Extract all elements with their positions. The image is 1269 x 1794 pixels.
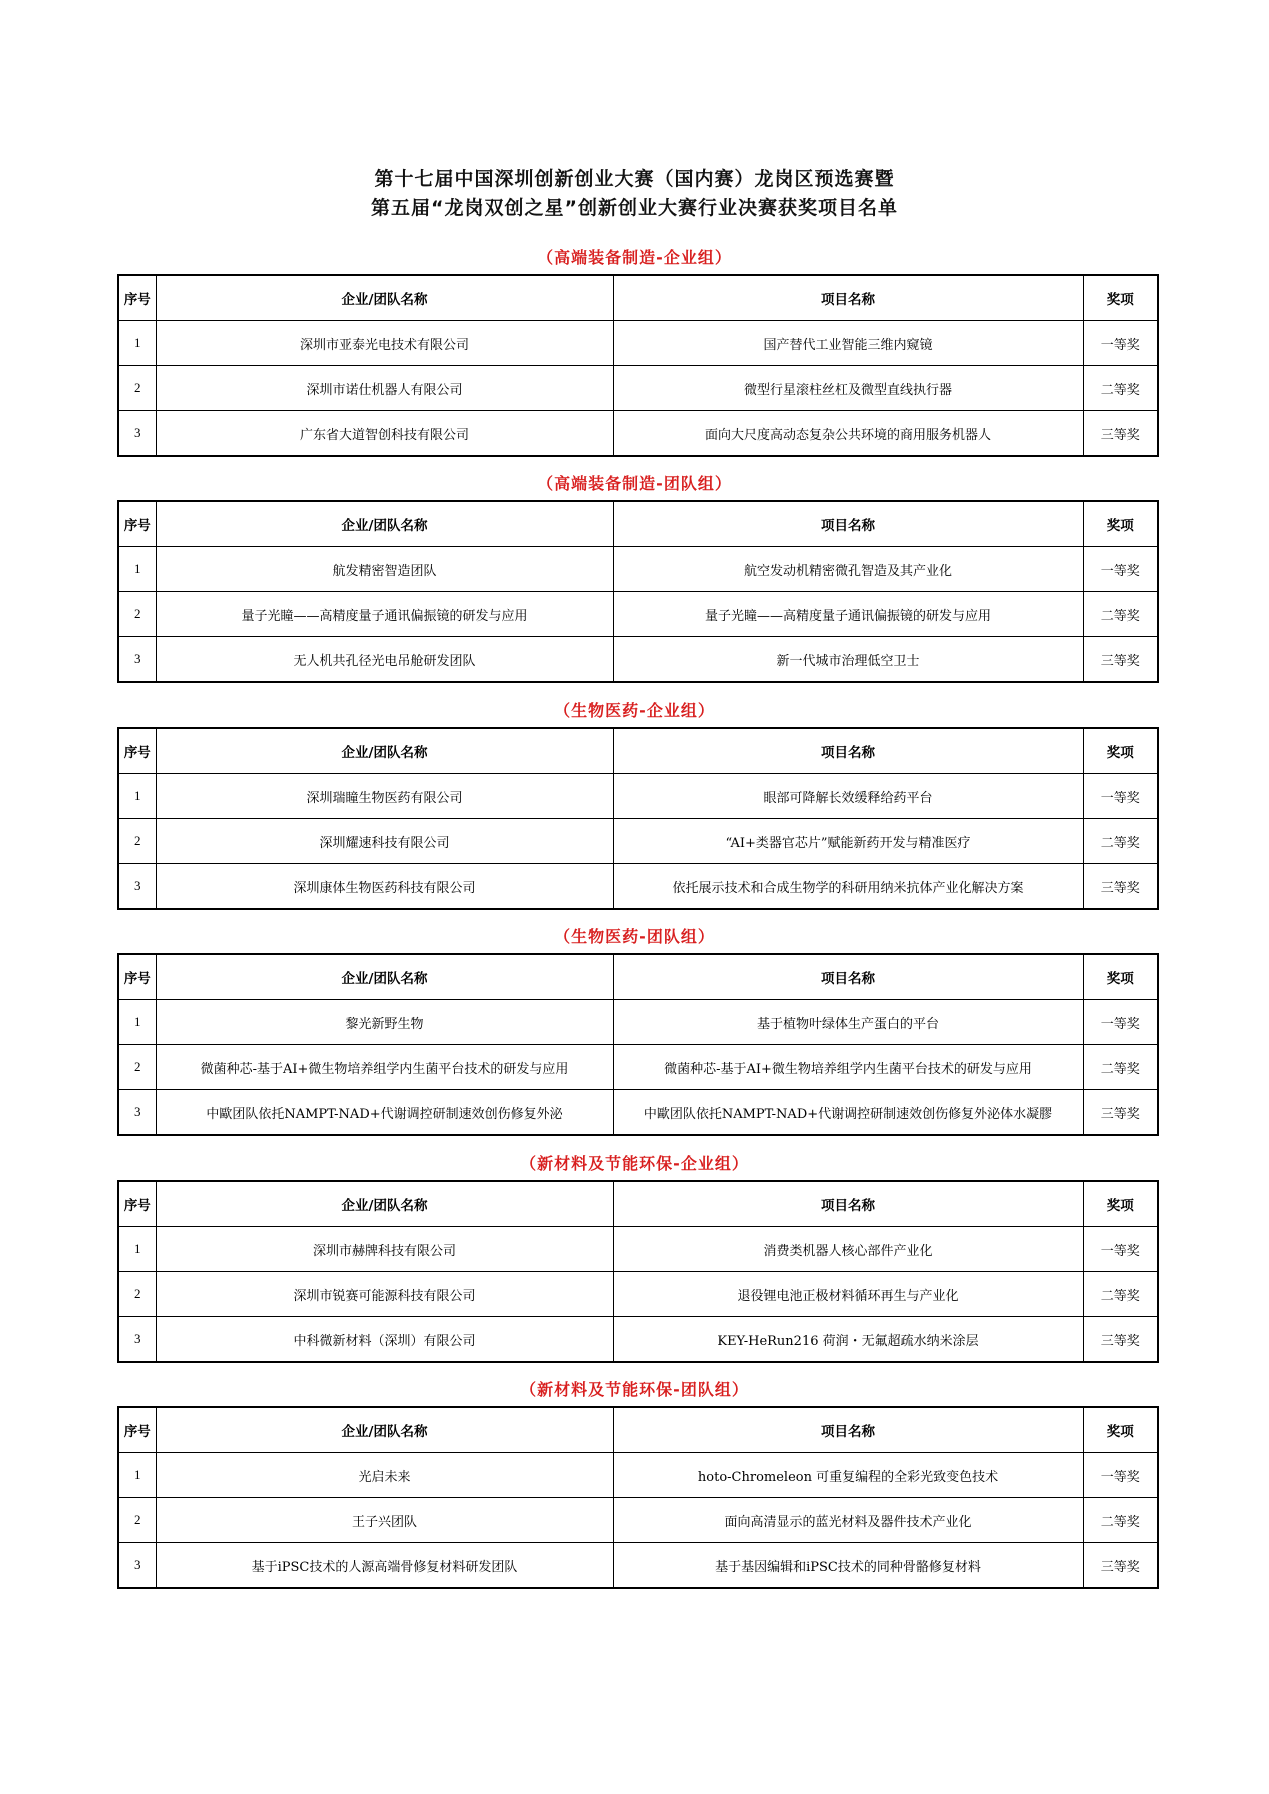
cell-award: 一等奖 <box>1083 1227 1158 1272</box>
cell-seq: 1 <box>118 321 156 366</box>
cell-org: 光启未来 <box>156 1453 613 1498</box>
cell-seq: 1 <box>118 1000 156 1045</box>
table-row <box>118 1045 1158 1090</box>
cell-seq: 3 <box>118 1090 156 1136</box>
header-org: 企业/团队名称 <box>156 1181 613 1227</box>
cell-project: “AI+类器官芯片”赋能新药开发与精准医疗 <box>613 819 1083 864</box>
document-title-line2: 第五届“龙岗双创之星”创新创业大赛行业决赛获奖项目名单 <box>371 197 898 219</box>
cell-seq: 1 <box>118 547 156 592</box>
cell-award: 三等奖 <box>1083 637 1158 683</box>
header-project: 项目名称 <box>613 275 1083 321</box>
cell-org: 微菌种芯-基于AI+微生物培养组学内生菌平台技术的研发与应用 <box>156 1045 613 1090</box>
header-seq: 序号 <box>118 501 156 547</box>
section-title: （生物医药-团队组） <box>554 927 715 946</box>
section-title: （生物医药-企业组） <box>554 701 715 720</box>
cell-org: 深圳康体生物医药科技有限公司 <box>156 864 613 910</box>
cell-seq: 1 <box>118 1227 156 1272</box>
cell-org: 广东省大道智创科技有限公司 <box>156 411 613 457</box>
document-title-line1: 第十七届中国深圳创新创业大赛（国内赛）龙岗区预选赛暨 <box>374 168 895 190</box>
table-header-row <box>118 728 1158 774</box>
table-row <box>118 592 1158 637</box>
cell-award: 一等奖 <box>1083 321 1158 366</box>
header-org: 企业/团队名称 <box>156 954 613 1000</box>
section-title: （新材料及节能环保-企业组） <box>520 1154 749 1173</box>
table-row <box>118 1000 1158 1045</box>
header-project: 项目名称 <box>613 501 1083 547</box>
award-table <box>117 1180 1159 1363</box>
table-header-row <box>118 275 1158 321</box>
table-row <box>118 547 1158 592</box>
cell-org: 深圳市诺仕机器人有限公司 <box>156 366 613 411</box>
cell-org: 无人机共孔径光电吊舱研发团队 <box>156 637 613 683</box>
cell-seq: 3 <box>118 411 156 457</box>
header-seq: 序号 <box>118 1407 156 1453</box>
cell-project: 退役锂电池正极材料循环再生与产业化 <box>613 1272 1083 1317</box>
section-title: （新材料及节能环保-团队组） <box>520 1380 749 1399</box>
cell-award: 一等奖 <box>1083 1453 1158 1498</box>
cell-project: hoto-Chromeleon 可重复编程的全彩光致变色技术 <box>613 1453 1083 1498</box>
cell-org: 中歐团队依托NAMPT-NAD+代谢调控研制速效创伤修复外泌 <box>156 1090 613 1136</box>
cell-seq: 3 <box>118 637 156 683</box>
cell-seq: 2 <box>118 592 156 637</box>
header-project: 项目名称 <box>613 728 1083 774</box>
cell-seq: 3 <box>118 1317 156 1363</box>
cell-project: 消费类机器人核心部件产业化 <box>613 1227 1083 1272</box>
cell-project: 基于植物叶绿体生产蛋白的平台 <box>613 1000 1083 1045</box>
cell-seq: 2 <box>118 1045 156 1090</box>
table-header-row <box>118 1181 1158 1227</box>
cell-award: 二等奖 <box>1083 1498 1158 1543</box>
cell-project: KEY-HeRun216 荷润・无氟超疏水纳米涂层 <box>613 1317 1083 1363</box>
cell-award: 三等奖 <box>1083 1317 1158 1363</box>
table-row <box>118 864 1158 910</box>
section-title: （高端装备制造-团队组） <box>537 474 732 493</box>
header-seq: 序号 <box>118 728 156 774</box>
cell-project: 国产替代工业智能三维内窥镜 <box>613 321 1083 366</box>
table-row <box>118 1498 1158 1543</box>
award-table <box>117 953 1159 1136</box>
cell-award: 二等奖 <box>1083 1272 1158 1317</box>
header-award: 奖项 <box>1083 1181 1158 1227</box>
cell-award: 二等奖 <box>1083 1045 1158 1090</box>
header-org: 企业/团队名称 <box>156 1407 613 1453</box>
header-project: 项目名称 <box>613 954 1083 1000</box>
cell-seq: 2 <box>118 1272 156 1317</box>
cell-project: 依托展示技术和合成生物学的科研用纳米抗体产业化解决方案 <box>613 864 1083 910</box>
cell-project: 微型行星滚柱丝杠及微型直线执行器 <box>613 366 1083 411</box>
cell-award: 一等奖 <box>1083 774 1158 819</box>
section-title: （高端装备制造-企业组） <box>537 248 732 267</box>
table-header-row <box>118 501 1158 547</box>
award-table <box>117 500 1159 683</box>
cell-seq: 3 <box>118 1543 156 1589</box>
cell-award: 三等奖 <box>1083 864 1158 910</box>
cell-project: 量子光瞳——高精度量子通讯偏振镜的研发与应用 <box>613 592 1083 637</box>
cell-project: 微菌种芯-基于AI+微生物培养组学内生菌平台技术的研发与应用 <box>613 1045 1083 1090</box>
cell-seq: 1 <box>118 774 156 819</box>
cell-org: 航发精密智造团队 <box>156 547 613 592</box>
cell-org: 深圳市亚泰光电技术有限公司 <box>156 321 613 366</box>
table-row <box>118 1227 1158 1272</box>
table-header-row <box>118 954 1158 1000</box>
cell-award: 二等奖 <box>1083 819 1158 864</box>
cell-award: 二等奖 <box>1083 366 1158 411</box>
award-table <box>117 274 1159 457</box>
cell-project: 新一代城市治理低空卫士 <box>613 637 1083 683</box>
header-award: 奖项 <box>1083 1407 1158 1453</box>
header-seq: 序号 <box>118 1181 156 1227</box>
cell-org: 王子兴团队 <box>156 1498 613 1543</box>
table-row <box>118 819 1158 864</box>
cell-project: 中歐团队依托NAMPT-NAD+代谢调控研制速效创伤修复外泌体水凝膠 <box>613 1090 1083 1136</box>
table-row <box>118 637 1158 683</box>
header-org: 企业/团队名称 <box>156 275 613 321</box>
header-award: 奖项 <box>1083 954 1158 1000</box>
table-row <box>118 1272 1158 1317</box>
table-header-row <box>118 1407 1158 1453</box>
cell-seq: 2 <box>118 366 156 411</box>
cell-project: 面向大尺度高动态复杂公共环境的商用服务机器人 <box>613 411 1083 457</box>
cell-award: 二等奖 <box>1083 592 1158 637</box>
cell-award: 三等奖 <box>1083 411 1158 457</box>
table-row <box>118 1453 1158 1498</box>
cell-seq: 2 <box>118 819 156 864</box>
cell-seq: 2 <box>118 1498 156 1543</box>
cell-seq: 3 <box>118 864 156 910</box>
table-row <box>118 774 1158 819</box>
cell-award: 三等奖 <box>1083 1543 1158 1589</box>
table-row <box>118 411 1158 457</box>
cell-org: 黎光新野生物 <box>156 1000 613 1045</box>
cell-seq: 1 <box>118 1453 156 1498</box>
cell-org: 深圳市锐赛可能源科技有限公司 <box>156 1272 613 1317</box>
cell-org: 深圳市赫牌科技有限公司 <box>156 1227 613 1272</box>
cell-org: 基于iPSC技术的人源高端骨修复材料研发团队 <box>156 1543 613 1589</box>
table-row <box>118 1090 1158 1136</box>
table-row <box>118 1543 1158 1589</box>
header-seq: 序号 <box>118 275 156 321</box>
header-project: 项目名称 <box>613 1407 1083 1453</box>
header-award: 奖项 <box>1083 501 1158 547</box>
cell-award: 一等奖 <box>1083 1000 1158 1045</box>
table-row <box>118 366 1158 411</box>
table-row <box>118 321 1158 366</box>
table-row <box>118 1317 1158 1363</box>
cell-project: 基于基因编辑和iPSC技术的同种骨骼修复材料 <box>613 1543 1083 1589</box>
cell-award: 三等奖 <box>1083 1090 1158 1136</box>
cell-org: 量子光瞳——高精度量子通讯偏振镜的研发与应用 <box>156 592 613 637</box>
award-table <box>117 727 1159 910</box>
award-table <box>117 1406 1159 1589</box>
cell-org: 深圳瑞瞳生物医药有限公司 <box>156 774 613 819</box>
cell-org: 深圳耀速科技有限公司 <box>156 819 613 864</box>
header-seq: 序号 <box>118 954 156 1000</box>
header-org: 企业/团队名称 <box>156 501 613 547</box>
cell-project: 面向高清显示的蓝光材料及器件技术产业化 <box>613 1498 1083 1543</box>
cell-org: 中科微新材料（深圳）有限公司 <box>156 1317 613 1363</box>
header-award: 奖项 <box>1083 728 1158 774</box>
cell-project: 眼部可降解长效缓释给药平台 <box>613 774 1083 819</box>
header-award: 奖项 <box>1083 275 1158 321</box>
header-project: 项目名称 <box>613 1181 1083 1227</box>
header-org: 企业/团队名称 <box>156 728 613 774</box>
cell-project: 航空发动机精密微孔智造及其产业化 <box>613 547 1083 592</box>
cell-award: 一等奖 <box>1083 547 1158 592</box>
